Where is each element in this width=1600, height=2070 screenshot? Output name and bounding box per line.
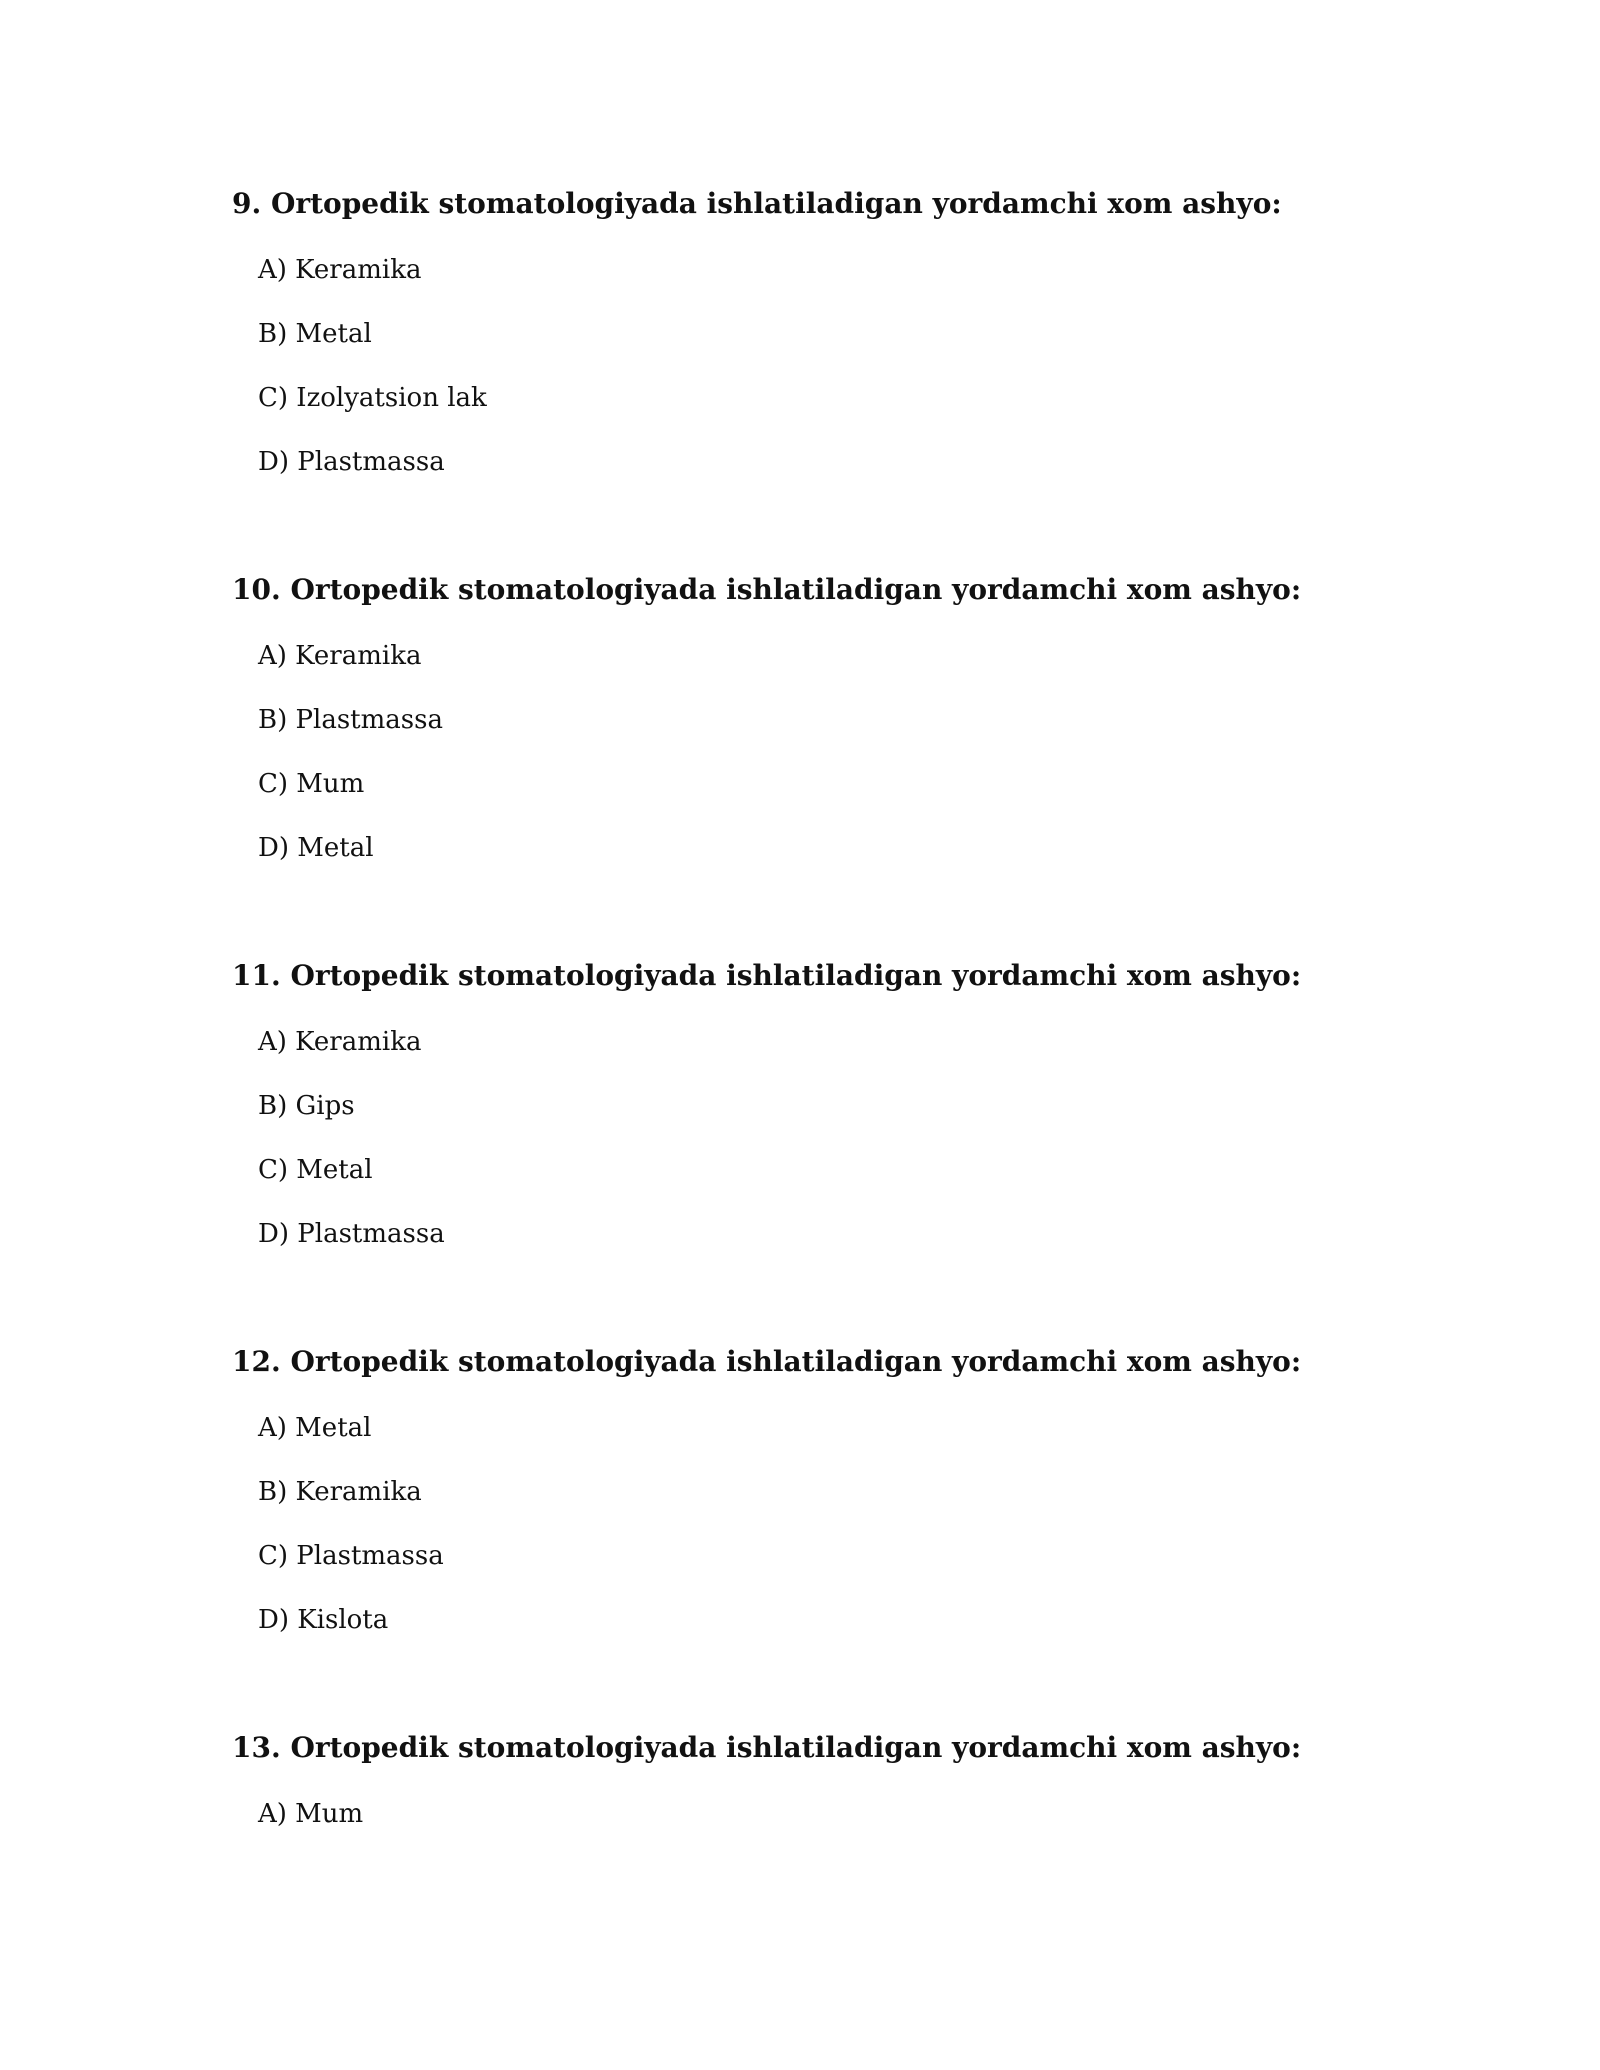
answer-options xyxy=(232,1024,1432,1252)
question-title: 11. Ortopedik stomatologiyada ishlatiladigan yordamchi xom ashyo: xyxy=(232,959,1302,992)
question-13 xyxy=(232,1730,1432,1832)
question-10 xyxy=(232,572,1432,866)
answer-option-c: C) Mum xyxy=(258,769,365,799)
question-title: 13. Ortopedik stomatologiyada ishlatiladigan yordamchi xom ashyo: xyxy=(232,1731,1302,1764)
answer-option-d: D) Metal xyxy=(258,833,374,863)
answer-option-c: C) Izolyatsion lak xyxy=(258,383,487,413)
answer-options xyxy=(232,638,1432,866)
question-9 xyxy=(232,186,1432,480)
answer-options xyxy=(232,1410,1432,1638)
answer-option-a: A) Keramika xyxy=(258,255,422,285)
answer-option-a: A) Mum xyxy=(258,1799,364,1829)
question-title: 12. Ortopedik stomatologiyada ishlatiladigan yordamchi xom ashyo: xyxy=(232,1345,1302,1378)
answer-option-c: C) Metal xyxy=(258,1155,373,1185)
answer-option-b: B) Keramika xyxy=(258,1477,422,1507)
answer-option-b: B) Metal xyxy=(258,319,372,349)
question-title: 10. Ortopedik stomatologiyada ishlatiladigan yordamchi xom ashyo: xyxy=(232,573,1302,606)
answer-option-b: B) Plastmassa xyxy=(258,705,443,735)
question-11 xyxy=(232,958,1432,1252)
answer-option-d: D) Plastmassa xyxy=(258,1219,445,1249)
answer-options xyxy=(232,252,1432,480)
answer-option-d: D) Kislota xyxy=(258,1605,389,1635)
answer-options xyxy=(232,1796,1432,1832)
question-title: 9. Ortopedik stomatologiyada ishlatiladigan yordamchi xom ashyo: xyxy=(232,187,1282,220)
answer-option-b: B) Gips xyxy=(258,1091,355,1121)
answer-option-a: A) Keramika xyxy=(258,1027,422,1057)
question-12 xyxy=(232,1344,1432,1638)
answer-option-a: A) Metal xyxy=(258,1413,372,1443)
answer-option-d: D) Plastmassa xyxy=(258,447,445,477)
answer-option-a: A) Keramika xyxy=(258,641,422,671)
answer-option-c: C) Plastmassa xyxy=(258,1541,444,1571)
